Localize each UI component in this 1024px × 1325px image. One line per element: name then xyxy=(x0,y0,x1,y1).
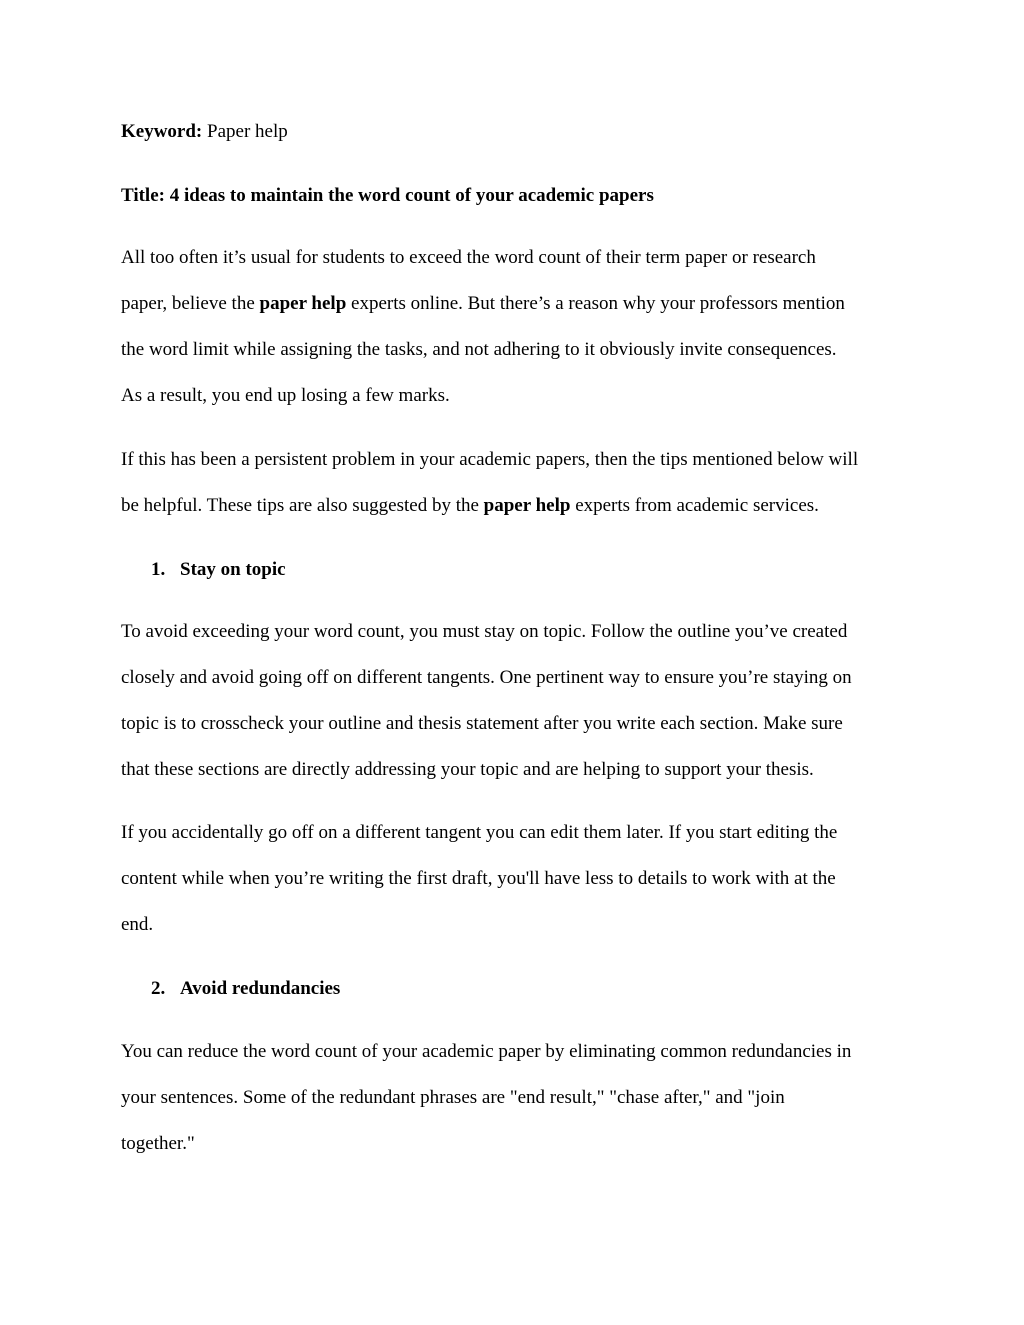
section-1-para-2-line-2: content while when you’re writing the first draft, you'll have less to details to work with at the xyxy=(121,868,836,889)
intro2-line-2-pre: be helpful. These tips are also suggested by the xyxy=(121,495,484,516)
intro-line-3: the word limit while assigning the tasks, and not adhering to it obviously invite consequences. xyxy=(121,339,837,360)
intro-line-2 xyxy=(121,293,845,315)
intro-line-4: As a result, you end up losing a few marks. xyxy=(121,385,450,406)
keyword-label: Keyword: xyxy=(121,121,203,142)
section-2-para-1-line-2: your sentences. Some of the redundant phrases are "end result," "chase after," and "join xyxy=(121,1087,785,1108)
section-2-heading xyxy=(151,978,340,1000)
intro2-line-2-post: experts from academic services. xyxy=(570,495,819,516)
section-1-heading xyxy=(151,559,286,581)
intro2-line-1: If this has been a persistent problem in your academic papers, then the tips mentioned below will xyxy=(121,449,859,470)
title-text: Title: 4 ideas to maintain the word count of your academic papers xyxy=(121,185,654,206)
section-1-para-2-line-3: end. xyxy=(121,914,154,935)
intro-line-1: All too often it’s usual for students to exceed the word count of their term paper or research xyxy=(121,247,816,268)
section-2-number: 2. xyxy=(151,978,166,999)
section-2-para-1-line-1: You can reduce the word count of your academic paper by eliminating common redundancies in xyxy=(121,1041,852,1062)
section-1-para-1-line-2: closely and avoid going off on different tangents. One pertinent way to ensure you’re staying on xyxy=(121,667,852,688)
section-1-para-1-line-4: that these sections are directly addressing your topic and are helping to support your thesis. xyxy=(121,759,814,780)
section-1-title: Stay on topic xyxy=(180,559,286,580)
intro-line-2-pre: paper, believe the xyxy=(121,293,260,314)
section-1-para-1-line-3: topic is to crosscheck your outline and thesis statement after you write each section. Make sure xyxy=(121,713,843,734)
intro2-line-2 xyxy=(121,495,819,517)
keyword-value: Paper help xyxy=(207,121,288,142)
section-1-para-1-line-1: To avoid exceeding your word count, you must stay on topic. Follow the outline you’ve created xyxy=(121,621,848,642)
document-title xyxy=(121,185,654,207)
keyword-line xyxy=(121,121,288,143)
section-1-number: 1. xyxy=(151,559,166,580)
section-2-title: Avoid redundancies xyxy=(180,978,341,999)
section-1-para-2-line-1: If you accidentally go off on a different tangent you can edit them later. If you start editing the xyxy=(121,822,838,843)
intro-keyword-bold: paper help xyxy=(259,293,347,314)
section-2-para-1-line-3: together." xyxy=(121,1133,195,1154)
intro2-keyword-bold: paper help xyxy=(483,495,571,516)
intro-line-2-post: experts online. But there’s a reason why your professors mention xyxy=(346,293,845,314)
